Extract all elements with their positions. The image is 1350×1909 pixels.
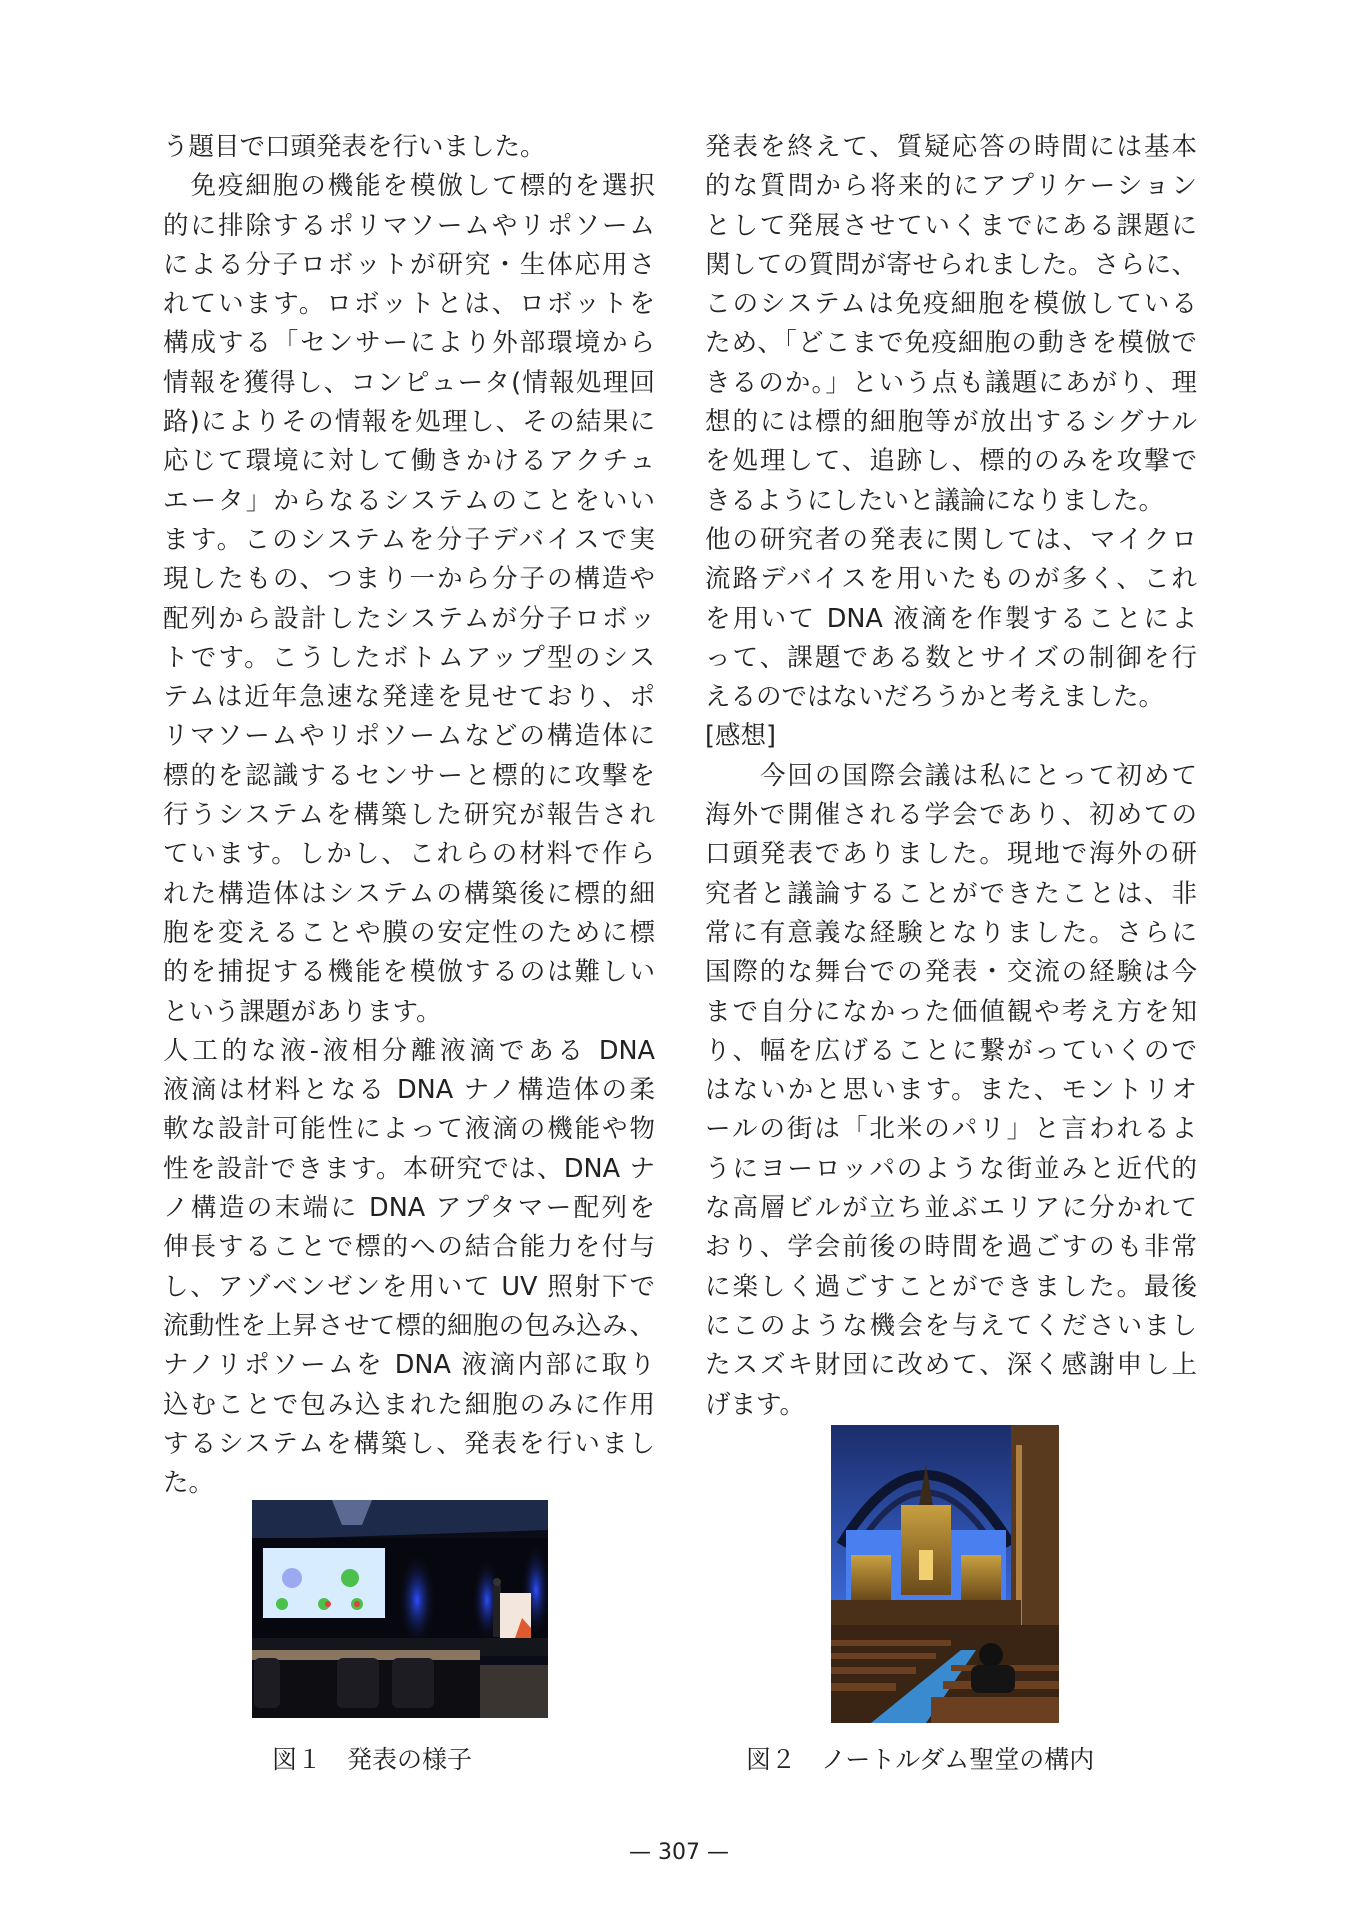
text-line: 配列から設計したシステムが分子ロボッ xyxy=(163,603,655,634)
text-line: きるようにしたいと議論になりました。 xyxy=(705,485,1165,516)
text-line: 軟な設計可能性によって液滴の機能や物 xyxy=(163,1114,655,1145)
text-line: たスズキ財団に改めて、深く感謝申し上 xyxy=(705,1350,1197,1381)
text-line: 口頭発表でありました。現地で海外の研 xyxy=(705,839,1197,870)
text-line: 海外で開催される学会であり、初めての xyxy=(705,800,1197,831)
text-line: れた構造体はシステムの構築後に標的細 xyxy=(163,878,655,909)
text-line: 的な質問から将来的にアプリケーション xyxy=(705,171,1197,202)
text-line: おり、学会前後の時間を過ごすのも非常 xyxy=(705,1232,1197,1263)
text-line: 行うシステムを構築した研究が報告され xyxy=(163,800,655,831)
text-line: 情報を獲得し、コンピュータ(情報処理回 xyxy=(163,367,655,398)
text-line: 標的を認識するセンサーと標的に攻撃を xyxy=(163,760,655,791)
text-line: トです。こうしたボトムアップ型のシス xyxy=(163,642,655,673)
text-line: まで自分になかった価値観や考え方を知 xyxy=(705,996,1197,1027)
figure-2-caption: 図２ ノートルダム聖堂の構内 xyxy=(746,1745,1095,1774)
text-line: えるのではないだろうかと考えました。 xyxy=(705,682,1165,713)
right-text-column xyxy=(705,128,1197,1425)
text-line: 国際的な舞台での発表・交流の経験は今 xyxy=(705,957,1197,988)
text-line: 常に有意義な経験となりました。さらに xyxy=(705,917,1197,948)
text-line: するシステムを構築し、発表を行いまし xyxy=(163,1428,655,1459)
text-line: うにヨーロッパのような街並みと近代的 xyxy=(705,1153,1197,1184)
text-line: による分子ロボットが研究・生体応用さ xyxy=(163,249,655,280)
text-line: 免疫細胞の機能を模倣して標的を選択 xyxy=(163,171,655,202)
text-line: 流路デバイスを用いたものが多く、これ xyxy=(705,564,1197,595)
figure-presentation-photo xyxy=(252,1500,548,1718)
text-line: ています。しかし、これらの材料で作ら xyxy=(163,839,655,870)
text-line: ます。このシステムを分子デバイスで実 xyxy=(163,524,655,555)
text-line: 究者と議論することができたことは、非 xyxy=(705,878,1197,909)
text-line: ナノリポソームを DNA 液滴内部に取り xyxy=(163,1350,655,1381)
text-line: きるのか。」という点も議題にあがり、理 xyxy=(705,367,1197,398)
text-line: エータ」からなるシステムのことをいい xyxy=(163,485,655,516)
text-line: 性を設計できます。本研究では、DNA ナ xyxy=(163,1153,655,1184)
text-line: げます。 xyxy=(705,1389,805,1420)
text-line: テムは近年急速な発達を見せており、ポ xyxy=(163,682,655,713)
figure-1-caption: 図１ 発表の様子 xyxy=(272,1745,473,1774)
text-line: 発表を終えて、質疑応答の時間には基本 xyxy=(705,132,1197,162)
text-line: れています。ロボットとは、ロボットを xyxy=(163,289,655,320)
text-line: 現したもの、つまり一から分子の構造や xyxy=(163,564,655,595)
text-line: な高層ビルが立ち並ぶエリアに分かれて xyxy=(705,1193,1197,1224)
text-line: 的を捕捉する機能を模倣するのは難しい xyxy=(163,957,655,988)
text-line: という課題があります。 xyxy=(163,996,442,1027)
text-line: 路)によりその情報を処理し、その結果に xyxy=(163,407,655,438)
left-text-column xyxy=(163,128,655,1503)
text-line: 想的には標的細胞等が放出するシグナル xyxy=(705,407,1197,438)
text-line: 構成する「センサーにより外部環境から xyxy=(163,328,655,359)
presentation-photo-image xyxy=(252,1500,548,1718)
page-number: — 307 — xyxy=(629,1840,729,1865)
figure-notre-dame-photo xyxy=(831,1425,1059,1723)
text-line: ールの街は「北米のパリ」と言われるよ xyxy=(705,1114,1197,1145)
text-line: に楽しく過ごすことができました。最後 xyxy=(705,1271,1197,1302)
text-line: にこのような機会を与えてくださいまし xyxy=(705,1310,1197,1341)
notre-dame-interior-image xyxy=(831,1425,1059,1723)
text-line: し、アゾベンゼンを用いて UV 照射下で xyxy=(163,1271,655,1302)
text-line: を処理して、追跡し、標的のみを攻撃で xyxy=(705,446,1197,477)
text-line: 流動性を上昇させて標的細胞の包み込み、 xyxy=(163,1310,655,1341)
text-line: って、課題である数とサイズの制御を行 xyxy=(705,642,1197,673)
text-line: として発展させていくまでにある課題に xyxy=(705,210,1197,241)
text-line: 的に排除するポリマソームやリポソーム xyxy=(163,210,655,241)
text-line: リマソームやリポソームなどの構造体に xyxy=(163,721,655,752)
text-line: う題目で口頭発表を行いました。 xyxy=(163,132,546,162)
text-line: 今回の国際会議は私にとって初めて xyxy=(705,760,1197,791)
text-line: 伸長することで標的への結合能力を付与 xyxy=(163,1232,655,1263)
text-line: 胞を変えることや膜の安定性のために標 xyxy=(163,917,655,948)
text-line: 液滴は材料となる DNA ナノ構造体の柔 xyxy=(163,1075,655,1106)
text-line: を用いて DNA 液滴を作製することによ xyxy=(705,603,1197,634)
text-line: 関しての質問が寄せられました。さらに、 xyxy=(705,249,1197,280)
text-line: り、幅を広げることに繋がっていくので xyxy=(705,1035,1197,1066)
text-line: 他の研究者の発表に関しては、マイクロ xyxy=(705,524,1197,555)
text-line: [感想] xyxy=(705,721,776,752)
text-line: 人工的な液-液相分離液滴である DNA xyxy=(163,1035,655,1066)
text-line: はないかと思います。また、モントリオ xyxy=(705,1075,1197,1106)
text-line: ノ構造の末端に DNA アプタマー配列を xyxy=(163,1193,655,1224)
text-line: た。 xyxy=(163,1468,215,1499)
text-line: ため、「どこまで免疫細胞の動きを模倣で xyxy=(705,328,1197,359)
text-line: このシステムは免疫細胞を模倣している xyxy=(705,289,1197,320)
text-line: 込むことで包み込まれた細胞のみに作用 xyxy=(163,1389,655,1420)
text-line: 応じて環境に対して働きかけるアクチュ xyxy=(163,446,655,477)
